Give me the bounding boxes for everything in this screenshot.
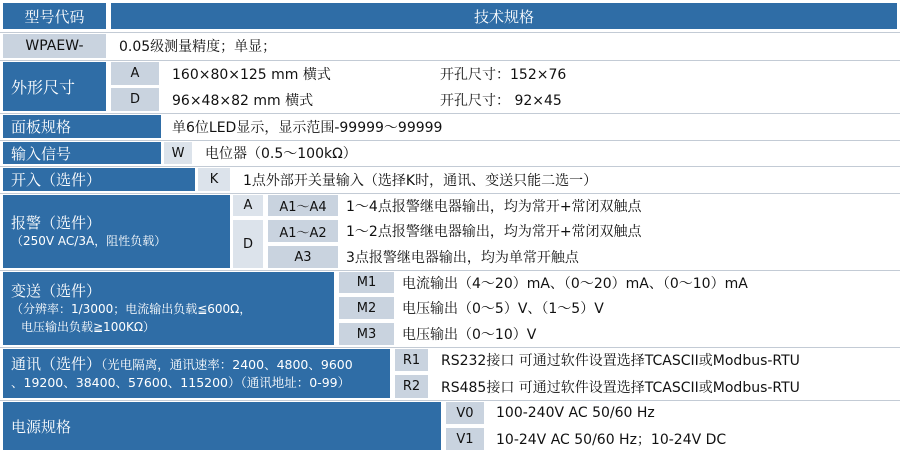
input-code: W: [164, 142, 192, 164]
comm-r2-code: R2: [395, 375, 428, 398]
transmit-m1-desc: 电流输出（4～20）mA、（0～20）mA、（0～10）mA: [394, 272, 894, 293]
comm-title: 通讯（选件）: [11, 355, 102, 373]
transmit-m1-code: M1: [339, 272, 394, 293]
model-prefix-desc: 0.05级测量精度；单显；: [111, 34, 811, 58]
comm-line-1-rest: （光电隔离，通讯速率：2400、4800、9600: [101, 357, 353, 372]
dimensions-code-d: D: [111, 88, 159, 111]
alarm-subtitle: （250V AC/3A，阻性负载）: [11, 233, 167, 248]
transmit-m3-code: M3: [339, 323, 394, 345]
dimensions-cutout-a: 开孔尺寸：152×76: [440, 66, 567, 83]
dimensions-cutout-d: 开孔尺寸： 92×45: [440, 92, 562, 109]
panel-desc: 单6位LED显示，显示范围-99999～99999: [164, 115, 764, 138]
alarm-a3-desc: 3点报警继电器输出，均为单常开触点: [338, 246, 838, 268]
alarm-a3-code: A3: [268, 246, 338, 268]
alarm-a1-a2-code: A1～A2: [268, 220, 338, 242]
comm-line-1: [11, 355, 353, 374]
alarm-a1-a4-code: A1～A4: [268, 195, 338, 216]
power-v1-desc: 10-24V AC 50/60 Hz；10-24V DC: [488, 428, 888, 450]
dimensions-code-a: A: [111, 62, 159, 85]
dimensions-label: 外形尺寸: [3, 62, 106, 111]
header-model-code: 型号代码: [3, 3, 106, 29]
alarm-a1-a2-desc: 1～2点报警继电器输出，均为常开+常闭双触点: [338, 220, 838, 242]
dimensions-row-d: [164, 88, 764, 111]
alarm-group-a-code: A: [233, 195, 263, 216]
transmit-m2-desc: 电压输出（0～5）V、（1～5）V: [394, 297, 894, 319]
transmit-title: 变送（选件）: [11, 281, 102, 300]
comm-r2-desc: RS485接口 可通过软件设置选择TCASCII或Modbus-RTU: [433, 375, 898, 398]
transmit-m2-code: M2: [339, 297, 394, 319]
comm-r1-desc: RS232接口 可通过软件设置选择TCASCII或Modbus-RTU: [433, 349, 898, 371]
input-desc: 电位器（0.5～100kΩ）: [197, 142, 697, 164]
power-v0-code: V0: [446, 402, 484, 424]
transmit-subtitle-1: （分辨率：1/3000；电流输出负载≦600Ω，: [11, 301, 252, 316]
dimensions-size-a: 160×80×125 mm 横式: [172, 66, 331, 83]
power-v1-code: V1: [446, 428, 484, 450]
comm-r1-code: R1: [395, 349, 428, 371]
alarm-title: 报警（选件）: [11, 213, 102, 232]
transmit-label: [3, 272, 334, 345]
panel-label: 面板规格: [3, 115, 161, 138]
dimensions-row-a: [164, 62, 764, 85]
alarm-group-d-code: D: [233, 220, 263, 268]
power-label: 电源规格: [3, 402, 441, 450]
switch-in-label: 开入（选件）: [3, 168, 195, 191]
input-label: 输入信号: [3, 142, 161, 164]
power-v0-desc: 100-240V AC 50/60 Hz: [488, 402, 888, 424]
comm-label: [3, 349, 390, 398]
alarm-a1-a4-desc: 1～4点报警继电器输出，均为常开+常闭双触点: [338, 195, 838, 216]
alarm-label: [3, 195, 230, 268]
switch-in-code: K: [198, 168, 230, 191]
dimensions-size-d: 96×48×82 mm 横式: [172, 92, 314, 109]
transmit-subtitle-2: 电压输出负载≧100KΩ）: [21, 319, 155, 334]
switch-in-desc: 1点外部开关量输入（选择K时，通讯、变送只能二选一）: [235, 168, 795, 191]
header-tech-spec: 技术规格: [111, 3, 897, 29]
transmit-m3-desc: 电压输出（0～10）V: [394, 323, 894, 345]
model-prefix-code: WPAEW-: [3, 34, 106, 58]
comm-line-2: 、19200、38400、57600、115200）（通讯地址：0-99）: [11, 375, 351, 390]
